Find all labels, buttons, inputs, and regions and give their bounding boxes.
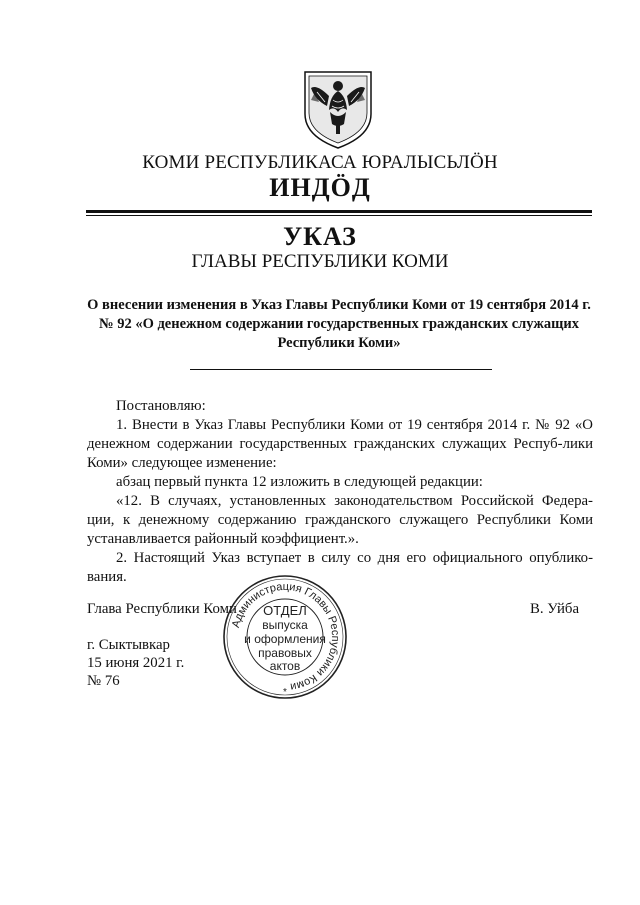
place-date-block [87, 636, 184, 690]
body-intro: Постановляю: [116, 398, 206, 414]
issue-date: 15 июня 2021 г. [87, 655, 185, 671]
body-paragraph-4: 2. Настоящий Указ вступает в силу со дня его официального опублико-вания. [87, 550, 593, 585]
republic-name-komi: КОМИ РЕСПУБЛИКАСА ЮРАЛЫСЬЛÖН [142, 152, 498, 173]
signatory-position: Глава Республики Коми [87, 601, 237, 617]
header-divider-thick [86, 210, 592, 213]
subject-divider [190, 369, 492, 370]
decree-title: УКАЗ [283, 222, 357, 251]
header-divider-thin [86, 215, 592, 216]
stamp-line-2: выпуска [262, 618, 308, 632]
stamp-line-4: правовых [258, 646, 312, 660]
stamp-line-5: актов [269, 659, 301, 673]
stamp-ring-text: Администрация Главы Республики Коми [229, 580, 342, 693]
decree-issuer: ГЛАВЫ РЕСПУБЛИКИ КОМИ [191, 251, 449, 272]
stamp-star: * [283, 687, 287, 698]
body-paragraph-2: абзац первый пункта 12 изложить в следующей редакции: [116, 474, 483, 490]
signatory-name: В. Уйба [530, 601, 580, 617]
stamp-line-3: и оформления [244, 632, 326, 646]
komi-coat-of-arms-icon [297, 66, 379, 150]
decree-number: № 76 [87, 673, 120, 689]
decree-subject: О внесении изменения в Указ Главы Республики Коми от 19 сентября 2014 г. № 92 «О денежном содержании государственных гражданских служащих Республики Коми» [87, 297, 591, 351]
decree-body [87, 397, 593, 587]
stamp-line-1: ОТДЕЛ [263, 603, 307, 618]
body-paragraph-3: «12. В случаях, установленных законодательством Российской Федера-ции, к денежному содержанию гражданского служащего Республики Коми устанавливается районный коэффициент.». [87, 493, 593, 547]
round-seal-stamp-icon [221, 573, 349, 701]
decree-title-komi: ИНДÖД [269, 173, 371, 202]
body-paragraph-1: 1. Внести в Указ Главы Республики Коми от 19 сентября 2014 г. № 92 «О денежном содержании государственных гражданских служащих Респуб-лики Коми» следующее изменение: [87, 417, 593, 471]
issue-city: г. Сыктывкар [87, 637, 170, 653]
